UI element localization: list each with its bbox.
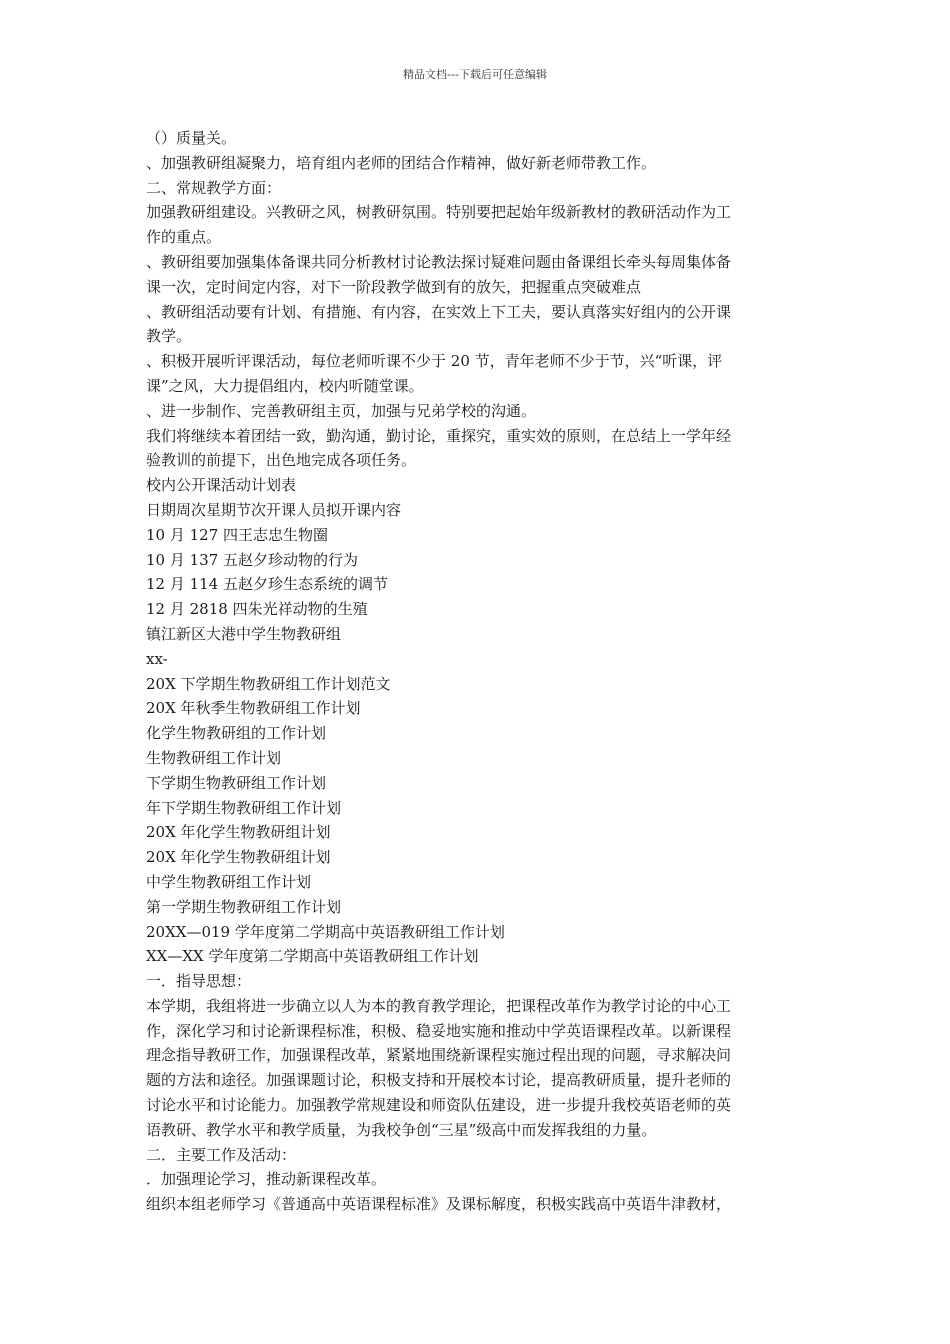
text-line: 下学期生物教研组工作计划 xyxy=(146,773,327,792)
text-line: 12 月 2818 四朱光祥动物的生殖 xyxy=(146,600,368,619)
text-line: 语教研、教学水平和教学质量，为我校争创“三星”级高中而发挥我组的力量。 xyxy=(146,1120,657,1139)
text-line: 10 月 127 四王志忠生物圈 xyxy=(146,525,329,544)
text-line: 、积极开展听评课活动，每位老师听课不少于 20 节，青年老师不少于节，兴“听课，评 xyxy=(146,352,723,371)
text-line: 日期周次星期节次开课人员拟开课内容 xyxy=(146,500,402,519)
text-line: 生物教研组工作计划 xyxy=(146,748,282,767)
text-line: 理念指导教研工作，加强课程改革，紧紧地围绕新课程实施过程出现的问题，寻求解决问 xyxy=(146,1046,732,1065)
text-line: 一．指导思想： xyxy=(146,972,252,991)
text-line: 、教研组活动要有计划、有措施、有内容，在实效上下工夫，要认真落实好组内的公开课 xyxy=(146,302,732,321)
text-line: 20XX—019 学年度第二学期高中英语教研组工作计划 xyxy=(146,922,505,941)
text-line: 课”之风，大力提倡组内，校内听随堂课。 xyxy=(146,376,424,395)
text-line: 20X 下学期生物教研组工作计划范文 xyxy=(146,674,391,693)
text-line: 二．主要工作及活动： xyxy=(146,1145,297,1164)
text-line: 校内公开课活动计划表 xyxy=(146,476,297,495)
text-line: 组织本组老师学习《普通高中英语课程标准》及课标解度，积极实践高中英语牛津教材， xyxy=(146,1195,732,1214)
text-line: 作，深化学习和讨论新课程标准，积极、稳妥地实施和推动中学英语课程改革。以新课程 xyxy=(146,1021,732,1040)
text-line: ．加强理论学习，推动新课程改革。 xyxy=(146,1170,387,1189)
text-line: 化学生物教研组的工作计划 xyxy=(146,724,327,743)
page-header: 精品文档---下载后可任意编辑 xyxy=(403,68,547,81)
text-line: 二、常规教学方面： xyxy=(146,178,282,197)
text-line: 、教研组要加强集体备课共同分析教材讨论教法探讨疑难问题由备课组长牵头每周集体备 xyxy=(146,252,732,271)
text-line: （）质量关。 xyxy=(146,129,237,147)
text-line: 年下学期生物教研组工作计划 xyxy=(146,798,342,817)
text-line: 20X 年秋季生物教研组工作计划 xyxy=(146,699,361,718)
text-line: XX—XX 学年度第二学期高中英语教研组工作计划 xyxy=(146,947,479,966)
text-line: 、进一步制作、完善教研组主页，加强与兄弟学校的沟通。 xyxy=(146,401,537,420)
text-line: 中学生物教研组工作计划 xyxy=(146,872,312,891)
text-line: xx- xyxy=(146,649,168,668)
text-line: 课一次，定时间定内容，对下一阶段教学做到有的放矢，把握重点突破难点 xyxy=(146,277,642,296)
text-line: 验教训的前提下，出色地完成各项任务。 xyxy=(146,451,417,470)
text-line: 12 月 114 五赵夕珍生态系统的调节 xyxy=(146,575,389,594)
text-line: 加强教研组建设。兴教研之风，树教研氛围。特别要把起始年级新教材的教研活动作为工 xyxy=(146,203,732,222)
text-line: 镇江新区大港中学生物教研组 xyxy=(146,624,342,643)
text-line: 讨论水平和讨论能力。加强教学常规建设和师资队伍建设，进一步提升我校英语老师的英 xyxy=(146,1096,732,1115)
document-body xyxy=(146,126,810,1217)
text-line: 我们将继续本着团结一致，勤沟通，勤讨论，重探究，重实效的原则，在总结上一学年经 xyxy=(146,426,732,445)
text-line: 、加强教研组凝聚力，培育组内老师的团结合作精神，做好新老师带教工作。 xyxy=(146,153,657,172)
text-line: 20X 年化学生物教研组计划 xyxy=(146,823,331,842)
text-line: 题的方法和途径。加强课题讨论，积极支持和开展校本讨论，提高教研质量，提升老师的 xyxy=(146,1071,732,1090)
text-line: 作的重点。 xyxy=(146,228,222,247)
text-line: 教学。 xyxy=(146,327,192,346)
text-line: 第一学期生物教研组工作计划 xyxy=(146,897,342,916)
text-line: 本学期，我组将进一步确立以人为本的教育教学理论，把课程改革作为教学讨论的中心工 xyxy=(146,996,732,1015)
text-line: 10 月 137 五赵夕珍动物的行为 xyxy=(146,550,359,569)
text-line: 20X 年化学生物教研组计划 xyxy=(146,848,331,867)
